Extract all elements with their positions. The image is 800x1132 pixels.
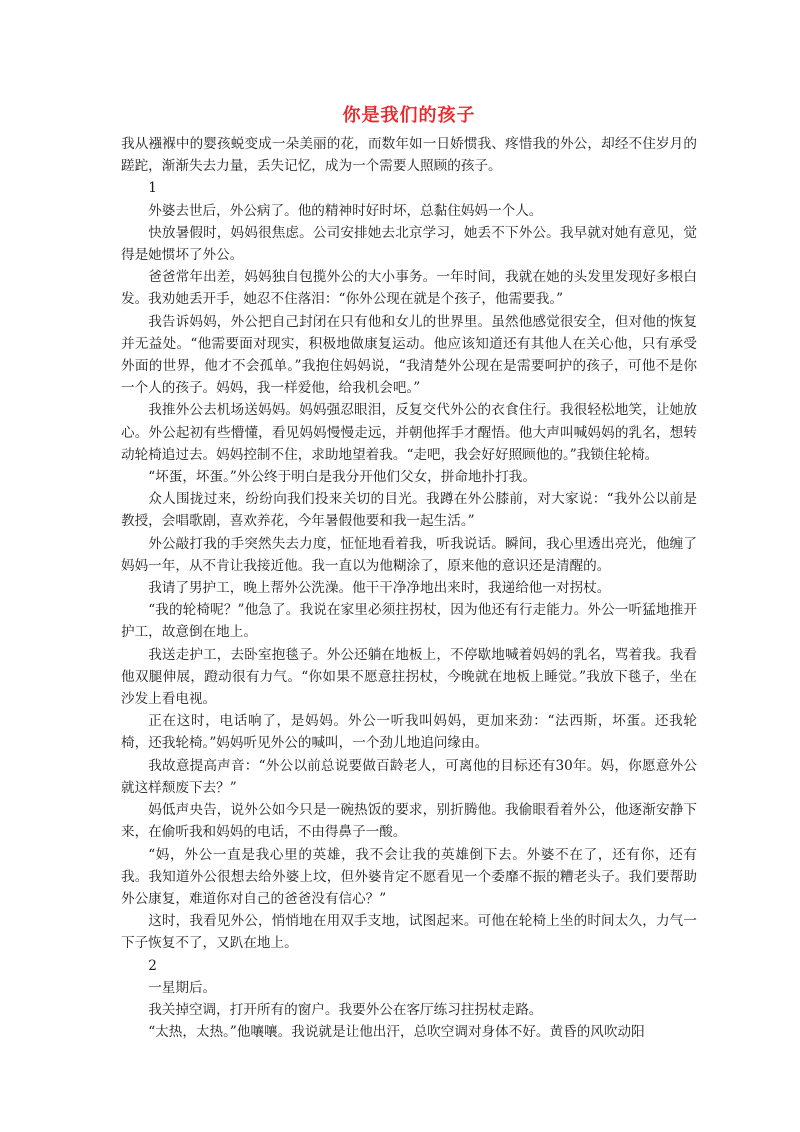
paragraph: “太热，太热。”他嚷嚷。我说就是让他出汗，总吹空调对身体不好。黄昏的风吹动阳 (148, 1024, 645, 1041)
paragraph: 我故意提高声音：“外公以前总说要做百龄老人，可离他的目标还有30年。妈，你愿意外公就这样颓废下去？” (121, 757, 697, 796)
document-page (121, 104, 697, 1043)
paragraph: 我告诉妈妈，外公把自己封闭在只有他和女儿的世界里。虽然他感觉很安全，但对他的恢复并无益处。“他需要面对现实，积极地做康复运动。他应该知道还有其他人在关心他，只有承受外面的世界，他才不会孤单。”我抱住妈妈说，“我清楚外公现在是需要呵护的孩子，可他不是你一个人的孩子。妈妈，我一样爱他，给我机会吧。” (121, 313, 697, 397)
paragraph: 妈低声央告，说外公如今只是一碗热饭的要求，别折腾他。我偷眼看着外公，他逐渐安静下来，在偷听我和妈妈的电话，不由得鼻子一酸。 (121, 802, 697, 841)
paragraph: 快放暑假时，妈妈很焦虑。公司安排她去北京学习，她丢不下外公。我早就对她有意见，觉得是她惯坏了外公。 (121, 224, 697, 264)
paragraph: “妈，外公一直是我心里的英雄，我不会让我的英雄倒下去。外婆不在了，还有你，还有我。我知道外公很想去给外婆上坟，但外婆肯定不愿看见一个委靡不振的糟老头子。我们要帮助外公康复，难道你对自己的爸爸没有信心？” (121, 846, 697, 907)
paragraph: 我从襁褓中的婴孩蜕变成一朵美丽的花，而数年如一日娇惯我、疼惜我的外公，却经不住岁月的蹉跎，渐渐失去力量，丢失记忆，成为一个需要人照顾的孩子。 (121, 136, 697, 175)
paragraph: 这时，我看见外公，悄悄地在用双手支地，试图起来。可他在轮椅上坐的时间太久，力气一下子恢复不了，又趴在地上。 (121, 913, 697, 952)
paragraph: “我的轮椅呢？”他急了。我说在家里必须拄拐杖，因为他还有行走能力。外公一听猛地推开护工，故意倒在地上。 (121, 602, 697, 641)
paragraph: 我推外公去机场送妈妈。妈妈强忍眼泪，反复交代外公的衣食住行。我很轻松地笑，让她放心。外公起初有些懵懂，看见妈妈慢慢走远，并朝他挥手才醒悟。他大声叫喊妈妈的乳名，想转动轮椅追过去。妈妈控制不住，求助地望着我。“走吧，我会好好照顾他的。”我锁住轮椅。 (121, 402, 697, 463)
paragraph: “坏蛋，坏蛋。”外公终于明白是我分开他们父女，拼命地扑打我。 (148, 469, 536, 486)
paragraph: 众人围拢过来，纷纷向我们投来关切的目光。我蹲在外公膝前，对大家说：“我外公以前是教授，会唱歌剧，喜欢养花，今年暑假他要和我一起生活。” (121, 491, 697, 530)
paragraph: 外婆去世后，外公病了。他的精神时好时坏，总黏住妈妈一个人。 (148, 202, 543, 219)
paragraph: 我请了男护工，晚上帮外公洗澡。他干干净净地出来时，我递给他一对拐杖。 (148, 580, 611, 597)
paragraph: 正在这时，电话响了，是妈妈。外公一听我叫妈妈，更加来劲：“法西斯，坏蛋。还我轮椅，还我轮椅。”妈妈听见外公的喊叫，一个劲儿地追问缘由。 (121, 713, 697, 752)
paragraph: 外公敲打我的手突然失去力度，怔怔地看着我，听我说话。瞬间，我心里透出亮光，他缠了妈妈一年，从不肯让我接近他。我一直以为他糊涂了，原来他的意识还是清醒的。 (121, 535, 697, 574)
paragraph: 爸爸常年出差，妈妈独自包揽外公的大小事务。一年时间，我就在她的头发里发现好多根白发。我劝她丢开手，她忍不住落泪：“你外公现在就是个孩子，他需要我。” (121, 269, 697, 308)
paragraph: 我关掉空调，打开所有的窗户。我要外公在客厅练习拄拐杖走路。 (148, 1001, 543, 1018)
paragraph: 我送走护工，去卧室抱毯子。外公还躺在地板上，不停歇地喊着妈妈的乳名，骂着我。我看他双腿伸展，蹬动很有力气。“你如果不愿意拄拐杖，今晚就在地板上睡觉。”我放下毯子，坐在沙发上看电视。 (121, 646, 697, 708)
section-number: 2 (148, 957, 157, 974)
section-number: 1 (148, 180, 157, 197)
document-title: 你是我们的孩子 (342, 105, 476, 126)
paragraph: 一星期后。 (148, 979, 217, 996)
